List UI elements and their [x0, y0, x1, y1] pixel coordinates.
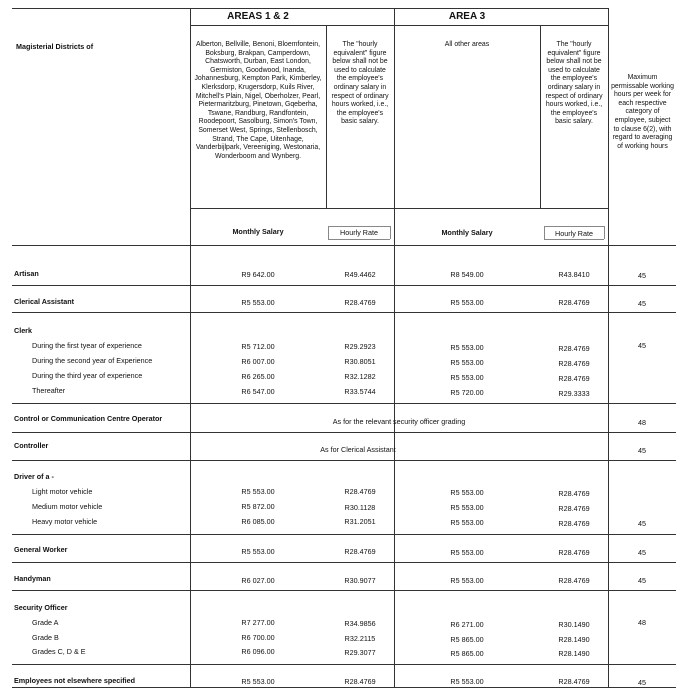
cell-controller-hours: 45: [638, 446, 646, 455]
cell-artisan-monthly-3: R8 549.00: [450, 270, 484, 279]
clerk-sub-label-2: During the second year of Experience: [32, 356, 153, 365]
rule-bottom: [12, 687, 676, 688]
clerk-sub-label-1: During the first tyear of experience: [32, 341, 142, 350]
cell-general-hourly-3: R28.4769: [558, 548, 590, 557]
security-sub-3-monthly-1: R6 096.00: [241, 647, 275, 656]
clerk-sub-1-hourly-3: R28.4769: [558, 344, 590, 353]
security-sub-1-hourly-3: R30.1490: [558, 620, 590, 629]
clerk-sub-4-hourly-3: R29.3333: [558, 389, 590, 398]
clerk-sub-1-hourly-1: R29.2923: [344, 342, 376, 351]
col-line-4: [540, 25, 541, 208]
cell-other-hourly-3: R28.4769: [558, 677, 590, 686]
cell-control-operator-hours: 48: [638, 418, 646, 427]
clerk-sub-3-monthly-1: R6 265.00: [241, 372, 275, 381]
cell-handyman-monthly-3: R5 553.00: [450, 576, 484, 585]
rule-control: [12, 432, 676, 433]
magisterial-districts-label: Magisterial Districts of: [16, 42, 94, 51]
monthly-salary-heading-1: Monthly Salary: [232, 227, 284, 236]
box-hourly-1-bottom: [328, 239, 390, 240]
driver-sub-label-3: Heavy motor vehicle: [32, 517, 98, 526]
driver-sub-3-hourly-3: R28.4769: [558, 519, 590, 528]
security-sub-3-hourly-1: R29.3077: [344, 648, 376, 657]
driver-sub-3-hourly-1: R31.2051: [344, 517, 376, 526]
col-line-2: [326, 25, 327, 208]
row-label-other-employees: Employees not elsewhere specified: [14, 676, 136, 685]
cell-clerical-hourly-3: R28.4769: [558, 298, 590, 307]
rule-driver: [12, 534, 676, 535]
area-3-districts: All other areas: [444, 41, 490, 48]
driver-sub-3-monthly-1: R6 085.00: [241, 517, 275, 526]
cell-other-monthly-1: R5 553.00: [241, 677, 275, 686]
box-hourly-3-right: [604, 226, 605, 239]
cell-clerical-hourly-1: R28.4769: [344, 298, 376, 307]
row-label-clerical: Clerical Assistant: [14, 297, 75, 306]
rule-general: [12, 562, 676, 563]
box-hourly-1-right: [390, 226, 391, 239]
cell-handyman-monthly-1: R6 027.00: [241, 576, 275, 585]
cell-clerical-hours: 45: [638, 299, 646, 308]
cell-handyman-hourly-1: R30.9077: [344, 576, 376, 585]
cell-other-hourly-1: R28.4769: [344, 677, 376, 686]
row-label-driver: Driver of a -: [14, 472, 54, 481]
cell-other-monthly-3: R5 553.00: [450, 677, 484, 686]
cell-driver-hours: 45: [638, 519, 646, 528]
max-hours-note: Maximum permissable working hours per week for each respective category of employee, subject to clause 6(2), with regard to averaging of working hours: [611, 74, 674, 150]
hourly-rate-heading-1: Hourly Rate: [340, 228, 378, 237]
cell-other-hours: 45: [638, 678, 646, 687]
cell-artisan-monthly-1: R9 642.00: [241, 270, 275, 279]
monthly-salary-heading-3: Monthly Salary: [441, 228, 493, 237]
driver-sub-3-monthly-3: R5 553.00: [450, 518, 484, 527]
cell-handyman-hourly-3: R28.4769: [558, 576, 590, 585]
cell-clerical-monthly-3: R5 553.00: [450, 298, 484, 307]
areas-1-2-heading: AREAS 1 & 2: [227, 11, 289, 22]
security-sub-label-1: Grade A: [32, 618, 59, 627]
cell-artisan-hourly-1: R49.4462: [344, 270, 376, 279]
clerk-sub-3-monthly-3: R5 553.00: [450, 373, 484, 382]
rule-area-header: [190, 25, 608, 26]
driver-sub-label-2: Medium motor vehicle: [32, 502, 103, 511]
driver-sub-1-hourly-1: R28.4769: [344, 487, 376, 496]
row-label-control-operator: Control or Communication Centre Operator: [14, 414, 163, 423]
cell-clerk-hours: 45: [638, 341, 646, 350]
driver-sub-2-monthly-1: R5 872.00: [241, 502, 275, 511]
security-sub-1-monthly-1: R7 277.00: [241, 618, 275, 627]
rule-handyman: [12, 590, 676, 591]
rule-top: [190, 8, 608, 9]
clerk-sub-2-monthly-1: R6 007.00: [241, 357, 275, 366]
security-sub-2-monthly-1: R6 700.00: [241, 633, 275, 642]
hourly-note-areas-1-2: The "hourly equivalent" figure below shall not be used to calculate the employee's ordinary salary in respect of ordinary hours worked, i.e., the employee's basic salary.: [331, 41, 389, 126]
rule-clerical: [12, 312, 676, 313]
clerk-sub-4-monthly-1: R6 547.00: [241, 387, 275, 396]
rule-top-left: [12, 8, 190, 9]
driver-sub-2-hourly-3: R28.4769: [558, 504, 590, 513]
cell-general-hours: 45: [638, 548, 646, 557]
driver-sub-2-monthly-3: R5 553.00: [450, 503, 484, 512]
clerk-sub-1-monthly-3: R5 553.00: [450, 343, 484, 352]
hourly-rate-heading-3: Hourly Rate: [555, 229, 593, 238]
rule-controller: [12, 460, 676, 461]
cell-handyman-hours: 45: [638, 576, 646, 585]
cell-clerical-monthly-1: R5 553.00: [241, 298, 275, 307]
cell-general-monthly-3: R5 553.00: [450, 548, 484, 557]
security-sub-1-monthly-3: R6 271.00: [450, 620, 484, 629]
driver-sub-1-monthly-3: R5 553.00: [450, 488, 484, 497]
clerk-sub-label-3: During the third year of experience: [32, 371, 143, 380]
row-label-general-worker: General Worker: [14, 545, 68, 554]
security-sub-1-hourly-1: R34.9856: [344, 619, 376, 628]
clerk-sub-2-monthly-3: R5 553.00: [450, 358, 484, 367]
area-3-heading: AREA 3: [448, 11, 486, 22]
clerk-sub-label-4: Thereafter: [32, 386, 66, 395]
areas-1-2-districts: Alberton, Bellville, Benoni, Bloemfontein, Boksburg, Brakpan, Camperdown, Chatsworth, Durban, East London, Germiston, Goodwood, Inanda, Johannesburg, Kempton Park, Kimberley, Klerksdorp, Krugersdorp, Kuils River, Mitchell's Plain, Nigel, Oberholzer, Pearl, Pietermaritzburg, Pinetown, Gqeberha, Tswane, Randburg, Randfontein, Roodepoort, Sasolburg, Simon's Town, Somerset West, Springs, Stellenbosch, Strand, The Cape, Uitenhage, Vanderbijlpark, Vereeniging, Westonaria, Wonderboom and Wynberg.: [194, 41, 322, 160]
cell-general-hourly-1: R28.4769: [344, 547, 376, 556]
rule-header-bottom: [12, 245, 676, 246]
box-hourly-3-top: [544, 226, 604, 227]
cell-controller-span: As for Clerical Assistant: [320, 445, 396, 454]
clerk-sub-4-monthly-3: R5 720.00: [450, 388, 484, 397]
cell-security-hours: 48: [638, 618, 646, 627]
driver-sub-1-hourly-3: R28.4769: [558, 489, 590, 498]
rule-clerk: [12, 403, 676, 404]
clerk-sub-3-hourly-3: R28.4769: [558, 374, 590, 383]
clerk-sub-3-hourly-1: R32.1282: [344, 372, 376, 381]
row-label-controller: Controller: [14, 441, 49, 450]
security-sub-2-hourly-1: R32.2115: [344, 634, 376, 643]
hourly-note-area-3: The "hourly equivalent" figure below shall not be used to calculate the employee's ordinary salary in respect of ordinary hours worked, i.e., the employee's basic salary.: [545, 41, 603, 126]
row-label-artisan: Artisan: [14, 269, 39, 278]
cell-control-operator-span: As for the relevant security officer grading: [332, 417, 466, 426]
box-hourly-1-top: [328, 226, 390, 227]
cell-artisan-hours: 45: [638, 271, 646, 280]
security-sub-label-3: Grades C, D & E: [32, 647, 86, 656]
rule-artisan: [12, 285, 676, 286]
security-sub-label-2: Grade B: [32, 633, 59, 642]
rule-subheader: [190, 208, 608, 209]
security-sub-2-monthly-3: R5 865.00: [450, 635, 484, 644]
cell-general-monthly-1: R5 553.00: [241, 547, 275, 556]
row-label-security-officer: Security Officer: [14, 603, 68, 612]
cell-artisan-hourly-3: R43.8410: [558, 270, 590, 279]
security-sub-3-monthly-3: R5 865.00: [450, 649, 484, 658]
clerk-sub-2-hourly-1: R30.8051: [344, 357, 376, 366]
rule-security: [12, 664, 676, 665]
driver-sub-1-monthly-1: R5 553.00: [241, 487, 275, 496]
driver-sub-2-hourly-1: R30.1128: [344, 503, 376, 512]
clerk-sub-1-monthly-1: R5 712.00: [241, 342, 275, 351]
clerk-sub-4-hourly-1: R33.5744: [344, 387, 376, 396]
security-sub-3-hourly-3: R28.1490: [558, 649, 590, 658]
row-label-handyman: Handyman: [14, 574, 51, 583]
clerk-sub-2-hourly-3: R28.4769: [558, 359, 590, 368]
box-hourly-3-bottom: [544, 239, 604, 240]
driver-sub-label-1: Light motor vehicle: [32, 487, 93, 496]
security-sub-2-hourly-3: R28.1490: [558, 635, 590, 644]
row-label-clerk: Clerk: [14, 326, 32, 335]
